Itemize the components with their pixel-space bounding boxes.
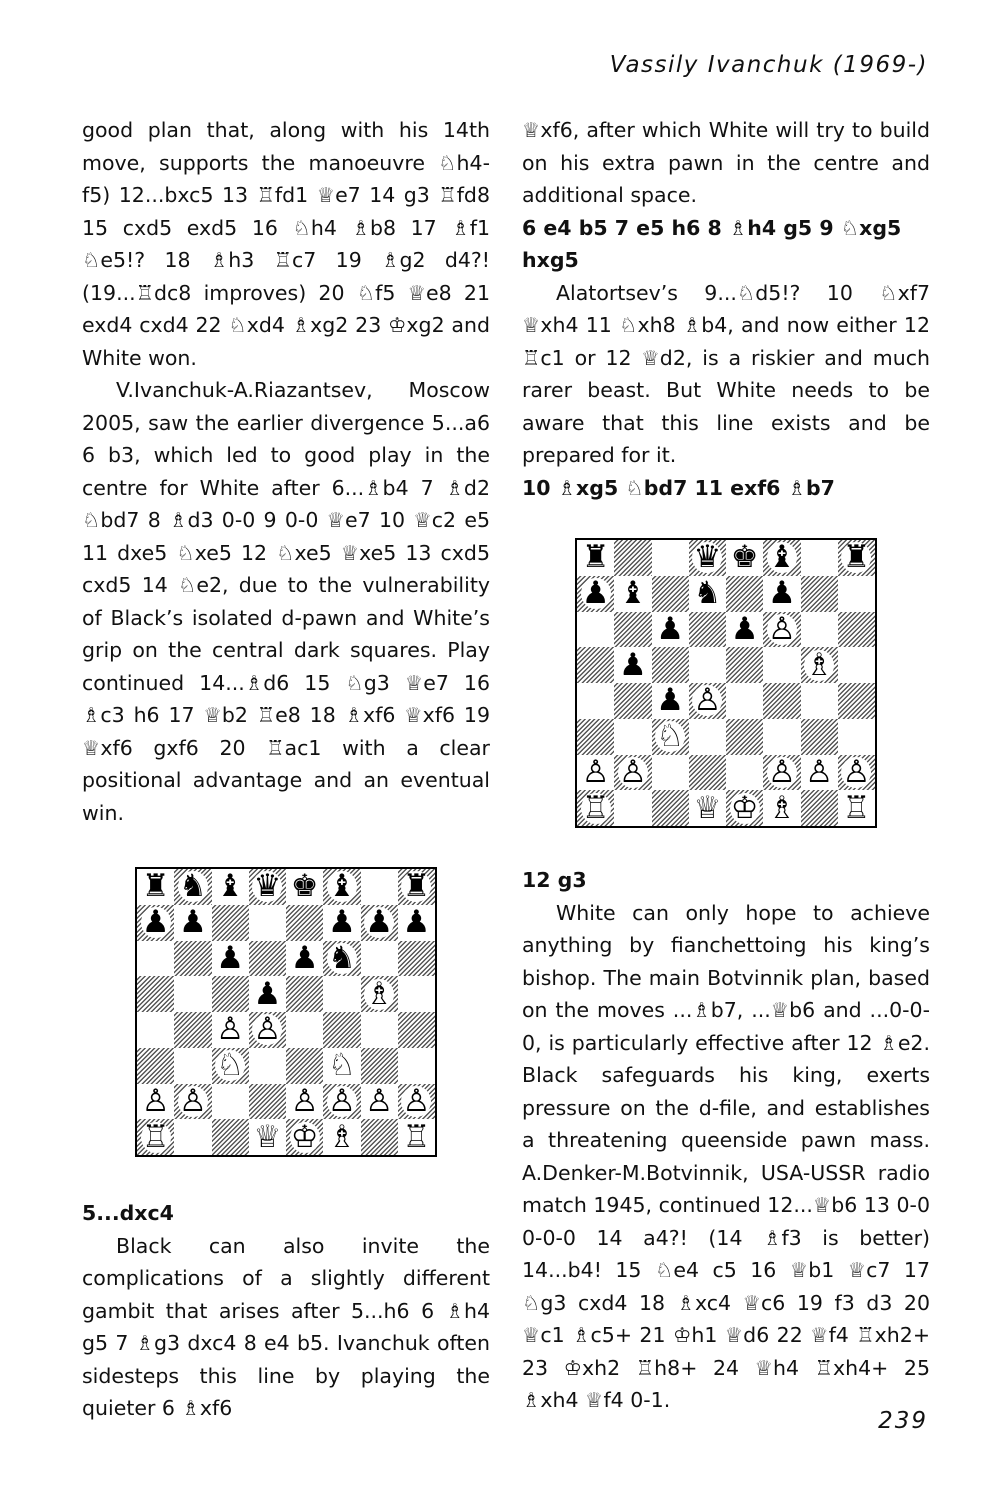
board-square [212,941,249,977]
chess-piece: ♟ [216,940,245,976]
board-square [763,540,800,576]
move-heading: 12 g3 [522,868,587,892]
chess-piece: ♔ [730,790,759,826]
board-square [361,1048,398,1084]
chess-piece: ♖ [581,790,610,826]
board-square [137,941,174,977]
board-square [689,755,726,791]
chess-piece: ♗ [767,790,796,826]
body-paragraph: ♕xf6, after which White will try to build on his extra pawn in the centre and additional space. [522,118,930,207]
board-square [286,905,323,941]
board-square [137,869,174,905]
board-square [801,647,838,683]
chessboard [135,867,437,1157]
chess-diagram-left [82,867,490,1157]
chess-piece: ♙ [141,1083,170,1119]
chess-piece: ♙ [327,1083,356,1119]
board-square [614,540,651,576]
chess-piece: ♘ [216,1047,245,1084]
chess-piece: ♙ [767,611,796,647]
board-square [801,790,838,826]
chess-piece: ♙ [178,1083,207,1119]
board-square [361,1084,398,1120]
board-square [763,790,800,826]
chess-piece: ♘ [327,1047,356,1084]
chess-piece: ♝ [216,869,245,905]
board-square [361,869,398,905]
chess-piece: ♝ [618,575,647,612]
board-square [174,1084,211,1120]
board-square [614,755,651,791]
board-square [614,683,651,719]
board-square [174,1048,211,1084]
board-square [137,1119,174,1155]
chess-piece: ♟ [656,611,685,647]
board-square [286,869,323,905]
board-square [726,790,763,826]
chess-piece: ♟ [730,611,759,647]
board-square [726,755,763,791]
board-square [212,1119,249,1155]
board-square [361,1012,398,1048]
chess-piece: ♕ [693,790,722,826]
board-square [174,1119,211,1155]
chess-piece: ♙ [842,754,871,790]
board-square [801,683,838,719]
board-square [249,905,286,941]
board-square [286,1012,323,1048]
board-square [577,540,614,576]
board-square [174,869,211,905]
chess-piece: ♗ [327,1119,356,1155]
chess-piece: ♙ [618,754,647,790]
board-square [689,647,726,683]
board-square [763,612,800,648]
right-column [522,114,930,1417]
chess-piece: ♙ [805,754,834,790]
board-square [577,647,614,683]
move-heading: 10 ♗xg5 ♘bd7 11 exf6 ♗b7 [522,475,835,500]
board-square [838,576,875,612]
board-square [249,941,286,977]
chess-piece: ♔ [290,1119,319,1155]
chess-piece: ♞ [178,869,207,905]
chess-piece: ♟ [141,904,170,941]
chess-piece: ♚ [730,540,759,576]
board-square [801,612,838,648]
board-square [726,683,763,719]
board-square [249,1048,286,1084]
chess-piece: ♟ [656,683,685,719]
board-square [212,1012,249,1048]
board-square [652,612,689,648]
board-square [577,790,614,826]
chess-piece: ♟ [581,575,610,612]
board-square [249,1119,286,1155]
board-square [763,576,800,612]
board-square [249,869,286,905]
board-square [614,719,651,755]
board-square [249,1012,286,1048]
body-paragraph: White can only hope to achieve anything by fianchettoing his king’s bishop. The main Botvinnik plan, based on the moves ...♗b7, ...♕b6 and ...0-0-0, is particularly effective after 12 ♗e2. Black safeguards his king, exerts pressure on the d-file, and establishes a threatening queenside pawn mass. A.Denker-M.Botvinnik, USA-USSR radio match 1945, continued 12...♕b6 13 0-0 0-0-0 14 a4?! (14 ♗f3 is better) 14...b4! 15 ♘e4 c5 16 ♕b1 ♕c7 17 ♘g3 cxd4 18 ♗xc4 ♕c6 19 f3 d3 20 ♕c1 ♗c5+ 21 ♔h1 ♕d6 22 ♕f4 ♖xh2+ 23 ♔xh2 ♖h8+ 24 ♕h4 ♖xh4+ 25 ♗xh4 ♕f4 0-1. [522,900,930,1412]
chess-piece: ♛ [253,869,282,905]
chess-piece: ♙ [290,1083,319,1119]
board-square [763,683,800,719]
board-square [614,576,651,612]
body-paragraph: V.Ivanchuk-A.Riazantsev, Moscow 2005, saw the earlier divergence 5...a6 6 b3, which led to good play in the centre for White after 6...♗b4 7 ♗d2 ♘bd7 8 ♗d3 0-0 9 0-0 ♕e7 10 ♕c2 e5 11 dxe5 ♘xe5 12 ♘xe5 ♕xe5 13 cxd5 cxd5 14 ♘e2, due to the vulnerability of Black’s isolated d-pawn and White’s grip on the central dark squares. Play continued 14...♗d6 15 ♘g3 ♕e7 16 ♗c3 h6 17 ♕b2 ♖e8 18 ♗xf6 ♕xf6 19 ♕xf6 gxf6 20 ♖ac1 with a clear positional advantage and an eventual win. [82,378,490,825]
body-paragraph: Alatortsev’s 9...♘d5!? 10 ♘xf7 ♕xh4 11 ♘xh8 ♗b4, and now either 12 ♖c1 or 12 ♕d2, is a riskier and much rarer beast. But White needs to be aware that this line exists and be prepared for it. [522,280,930,467]
board-square [689,719,726,755]
board-square [689,790,726,826]
left-column [82,114,490,1425]
chess-piece: ♗ [805,647,834,683]
board-square [174,941,211,977]
chess-piece: ♚ [290,869,319,905]
body-paragraph: good plan that, along with his 14th move, supports the manoeuvre ♘h4-f5) 12...bxc5 13 ♖fd1 ♕e7 14 g3 ♖fd8 15 cxd5 exd5 16 ♘h4 ♗b8 17 ♗f1 ♘e5!? 18 ♗h3 ♖c7 19 ♗g2 d4?! (19...♖dc8 improves) 20 ♘f5 ♕e8 21 exd4 cxd4 22 ♘xd4 ♗xg2 23 ♔xg2 and White won. [82,118,490,370]
board-square [361,941,398,977]
board-square [398,1048,435,1084]
board-square [577,612,614,648]
board-square [726,647,763,683]
chess-piece: ♖ [141,1119,170,1155]
board-square [763,719,800,755]
chess-piece: ♟ [767,575,796,612]
chess-piece: ♙ [767,754,796,790]
board-square [838,790,875,826]
chess-piece: ♘ [656,718,685,755]
board-square [838,755,875,791]
chess-piece: ♙ [693,683,722,719]
board-square [249,1084,286,1120]
chess-piece: ♟ [327,904,356,941]
board-square [689,612,726,648]
board-square [137,905,174,941]
board-square [838,647,875,683]
board-square [838,540,875,576]
chess-piece: ♛ [693,540,722,576]
board-square [286,1084,323,1120]
board-square [137,1084,174,1120]
board-square [398,941,435,977]
chess-piece: ♜ [141,869,170,905]
board-square [323,1084,360,1120]
chess-piece: ♟ [290,940,319,976]
board-square [398,905,435,941]
chess-piece: ♟ [618,647,647,683]
move-heading: 5...dxc4 [82,1201,174,1225]
board-square [361,976,398,1012]
chess-piece: ♜ [402,869,431,905]
board-square [323,869,360,905]
chessboard [575,538,877,828]
board-square [212,869,249,905]
board-square [838,719,875,755]
board-square [212,1084,249,1120]
board-square [323,905,360,941]
board-square [726,576,763,612]
board-square [614,647,651,683]
board-square [398,1119,435,1155]
board-square [212,976,249,1012]
board-square [174,1012,211,1048]
board-square [577,719,614,755]
chess-piece: ♙ [581,754,610,790]
board-square [398,976,435,1012]
board-square [137,1048,174,1084]
board-square [763,755,800,791]
board-square [838,612,875,648]
board-square [614,612,651,648]
chess-piece: ♖ [842,790,871,826]
board-square [212,1048,249,1084]
board-square [249,976,286,1012]
board-square [652,683,689,719]
board-square [614,790,651,826]
board-square [286,976,323,1012]
board-square [323,941,360,977]
chess-piece: ♟ [253,976,282,1012]
chess-piece: ♜ [581,540,610,576]
board-square [652,755,689,791]
board-square [652,576,689,612]
board-square [726,540,763,576]
board-square [763,647,800,683]
board-square [361,905,398,941]
board-square [726,719,763,755]
board-square [801,540,838,576]
chess-piece: ♙ [253,1012,282,1048]
chess-piece: ♙ [365,1083,394,1119]
chess-piece: ♟ [178,904,207,941]
board-square [286,1119,323,1155]
board-square [801,755,838,791]
board-square [398,1012,435,1048]
chess-piece: ♞ [693,575,722,612]
board-square [137,976,174,1012]
board-square [652,647,689,683]
chess-piece: ♝ [327,869,356,905]
board-square [689,540,726,576]
board-square [577,576,614,612]
board-square [174,976,211,1012]
board-square [801,719,838,755]
board-square [577,755,614,791]
board-square [652,719,689,755]
chess-piece: ♜ [842,540,871,576]
board-square [137,1012,174,1048]
board-square [323,1012,360,1048]
board-square [689,683,726,719]
running-header: Vassily Ivanchuk (1969-) [609,52,928,78]
body-paragraph: Black can also invite the complications of a slightly different gambit that arises after 5...h6 6 ♗h4 g5 7 ♗g3 dxc4 8 e4 b5. Ivanchuk often sidesteps this line by playing the quieter 6 ♗xf6 [82,1233,490,1420]
board-square [577,683,614,719]
chess-piece: ♞ [327,940,356,976]
chess-piece: ♖ [402,1119,431,1155]
board-square [398,1084,435,1120]
board-square [689,576,726,612]
board-square [361,1119,398,1155]
chess-piece: ♟ [365,904,394,941]
chess-piece: ♕ [253,1119,282,1155]
chess-piece: ♙ [402,1083,431,1119]
chess-piece: ♙ [216,1012,245,1048]
board-square [286,941,323,977]
board-square [838,683,875,719]
chess-piece: ♗ [365,976,394,1012]
board-square [652,540,689,576]
page-number: 239 [878,1408,928,1434]
chess-piece: ♝ [767,540,796,576]
board-square [398,869,435,905]
board-square [212,905,249,941]
board-square [323,1119,360,1155]
board-square [323,976,360,1012]
board-square [726,612,763,648]
board-square [323,1048,360,1084]
board-square [801,576,838,612]
board-square [652,790,689,826]
chess-diagram-right [522,538,930,828]
board-square [286,1048,323,1084]
chess-piece: ♟ [402,904,431,941]
move-heading: 6 e4 b5 7 e5 h6 8 ♗h4 g5 9 ♘xg5 hxg5 [522,215,902,272]
board-square [174,905,211,941]
